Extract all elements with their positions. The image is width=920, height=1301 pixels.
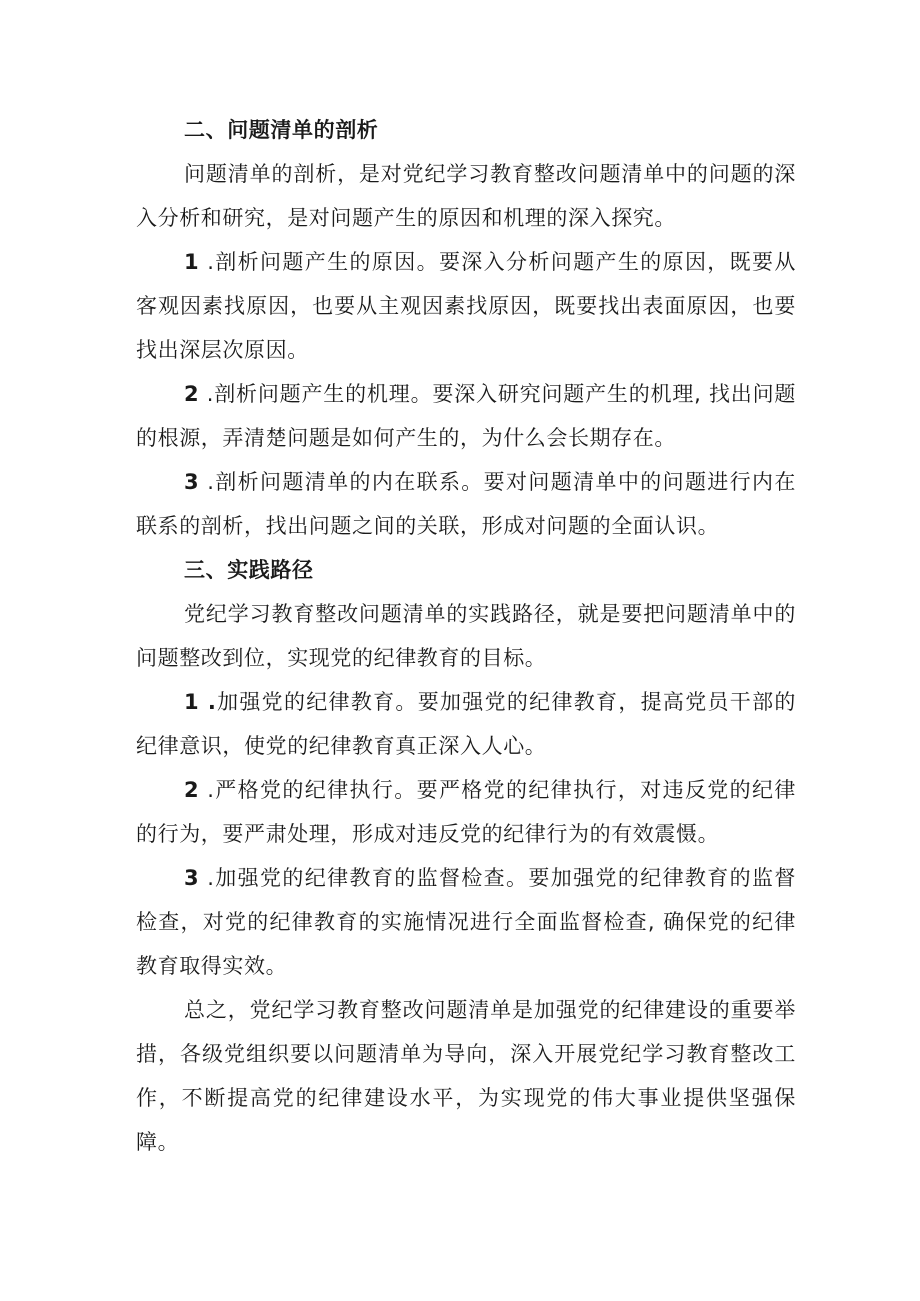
- item-number: 2: [184, 778, 200, 802]
- document-body: [136, 108, 796, 1164]
- item-number: 3: [184, 470, 200, 494]
- item-number: 1: [184, 690, 200, 714]
- list-item: [136, 460, 796, 548]
- section-intro-analysis: 问题清单的剖析，是对党纪学习教育整改问题清单中的问题的深入分析和研究，是对问题产生的原因和机理的深入探究。: [136, 162, 796, 230]
- item-separator: .: [199, 382, 214, 406]
- list-item: [136, 680, 796, 768]
- section-intro-practice: 党纪学习教育整改问题清单的实践路径，就是要把问题清单中的问题整改到位，实现党的纪律教育的目标。: [136, 602, 796, 670]
- item-separator: .: [199, 470, 215, 494]
- section-heading-practice: 三、实践路径: [184, 558, 314, 582]
- item-separator: .: [199, 778, 215, 802]
- item-text: 加强党的纪律教育。要加强党的纪律教育，提高党员干部的纪律意识，使党的纪律教育真正深入人心。: [136, 690, 796, 758]
- item-number: 3: [184, 866, 200, 890]
- list-item: [136, 768, 796, 856]
- item-text: 剖析问题清单的内在联系。要对问题清单中的问题进行内在联系的剖析，找出问题之间的关联，形成对问题的全面认识。: [136, 470, 796, 538]
- item-number: 1: [184, 250, 200, 274]
- conclusion-paragraph: 总之，党纪学习教育整改问题清单是加强党的纪律建设的重要举措，各级党组织要以问题清单为导向，深入开展党纪学习教育整改工作，不断提高党的纪律建设水平，为实现党的伟大事业提供坚强保障。: [136, 998, 796, 1154]
- item-number: 2: [184, 382, 200, 406]
- item-separator: .: [199, 866, 215, 890]
- section-heading-analysis: 二、问题清单的剖析: [184, 118, 379, 142]
- list-item: [136, 372, 796, 460]
- item-separator: .: [199, 250, 215, 274]
- list-item: [136, 240, 796, 372]
- item-text: 剖析问题产生的原因。要深入分析问题产生的原因，既要从客观因素找原因，也要从主观因素找原因，既要找出表面原因，也要找出深层次原因。: [136, 250, 796, 362]
- item-text: 剖析问题产生的机理。要深入研究问题产生的机理, 找出问题的根源，弄清楚问题是如何产生的，为什么会长期存在。: [136, 382, 796, 450]
- list-item: [136, 856, 796, 988]
- item-text: 严格党的纪律执行。要严格党的纪律执行，对违反党的纪律的行为，要严肃处理，形成对违反党的纪律行为的有效震慑。: [136, 778, 796, 846]
- item-separator: .: [199, 690, 217, 714]
- item-text: 加强党的纪律教育的监督检查。要加强党的纪律教育的监督检查，对党的纪律教育的实施情况进行全面监督检查, 确保党的纪律教育取得实效。: [136, 866, 796, 978]
